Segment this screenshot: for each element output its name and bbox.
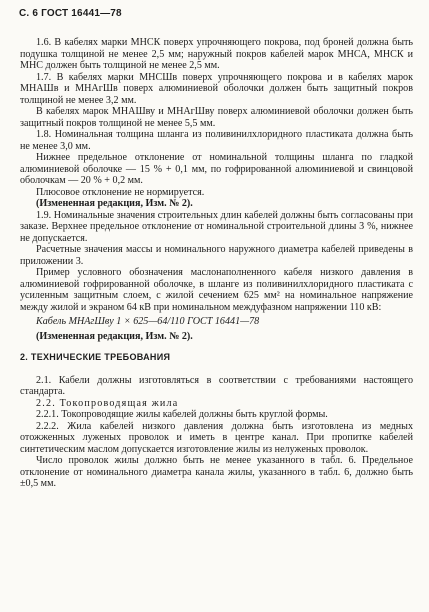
designation-example: Кабель МНАгШву 1 × 625—64/110 ГОСТ 16441—78 <box>36 316 260 327</box>
paragraph-1-9-mass: Расчетные значения массы и номинального наружного диаметра кабелей приведены в приложении 3. <box>20 244 413 267</box>
paragraph-1-8: 1.8. Номинальная толщина шланга из поливинилхлоридного пластиката должна быть не менее 3,0 мм. <box>20 129 413 152</box>
paragraph-2-2-2-cont: Число проволок жилы должно быть не менее указанного в табл. 6. Предельное отклонение от номинального диаметра канала жилы, указанного в табл. 6, должно быть ±0,5 мм. <box>20 455 413 489</box>
paragraph-1-7: 1.7. В кабелях марки МНСШв поверх упрочняющего покрова и в кабелях марок МНАШв и МНАгШв поверх алюминиевой оболочки должен быть защитный покров толщиной не менее 3,2 мм. <box>20 71 413 106</box>
paragraph-1-9-example-intro: Пример условного обозначения маслонаполненного кабеля низкого давления в алюминиевой гофрированной оболочке, в шланге из поливинилхлоридного пластиката с усиленным защитным слоем, с жилой сечением 625 мм² на номинальное напряжение между жилой и экраном 64 кВ при номинальном междуфазном напряжении 110 кВ: <box>20 267 413 313</box>
paragraph-2-1: 2.1. Кабели должны изготовляться в соответствии с требованиями настоящего стандарта. <box>20 374 413 397</box>
revision-note-2: (Измененная редакция, Изм. № 2). <box>36 330 193 342</box>
paragraph-1-8-tolerance: Нижнее предельное отклонение от номинальной толщины шланга по гладкой алюминиевой оболочке — 15 % + 0,1 мм, по гофрированной алюминиевой и свинцовой оболочкам — 20 % + 0,2 мм. <box>20 152 413 186</box>
page-header: С. 6 ГОСТ 16441—78 <box>19 8 122 19</box>
paragraph-1-8-plus: Плюсовое отклонение не нормируется. <box>36 186 205 198</box>
section-title: 2. ТЕХНИЧЕСКИЕ ТРЕБОВАНИЯ <box>20 352 171 362</box>
paragraph-1-6: 1.6. В кабелях марки МНСК поверх упрочняющего покрова, под броней должна быть подушка толщиной не менее 2,5 мм; наружный покров кабелей марок МНСА, МНСК и МНС должен быть толщиной не менее 2,5 мм. <box>20 37 413 71</box>
paragraph-2-2-1: 2.2.1. Токопроводящие жилы кабелей должны быть круглой формы. <box>36 409 328 420</box>
paragraph-1-9: 1.9. Номинальные значения строительных длин кабелей должны быть согласованы при заказе. Верхнее предельное отклонение от номинальной строительной длины 3 %, нижнее не допускается. <box>20 209 413 244</box>
document-body <box>20 37 413 490</box>
paragraph-2-2-2: 2.2.2. Жила кабелей низкого давления должна быть изготовлена из медных отожженных луженых проволок и иметь в центре канал. При пропитке кабелей синтетическим маслом допускается изготовление жилы из нелуженых проволок. <box>20 420 413 455</box>
paragraph-2-2: 2.2. Токопроводящая жила <box>36 397 179 409</box>
revision-note-1: (Измененная редакция, Изм. № 2). <box>36 198 193 209</box>
paragraph-1-7-cont: В кабелях марок МНАШву и МНАгШву поверх алюминиевой оболочки должен быть защитный покров толщиной не менее 5,5 мм. <box>20 106 413 129</box>
